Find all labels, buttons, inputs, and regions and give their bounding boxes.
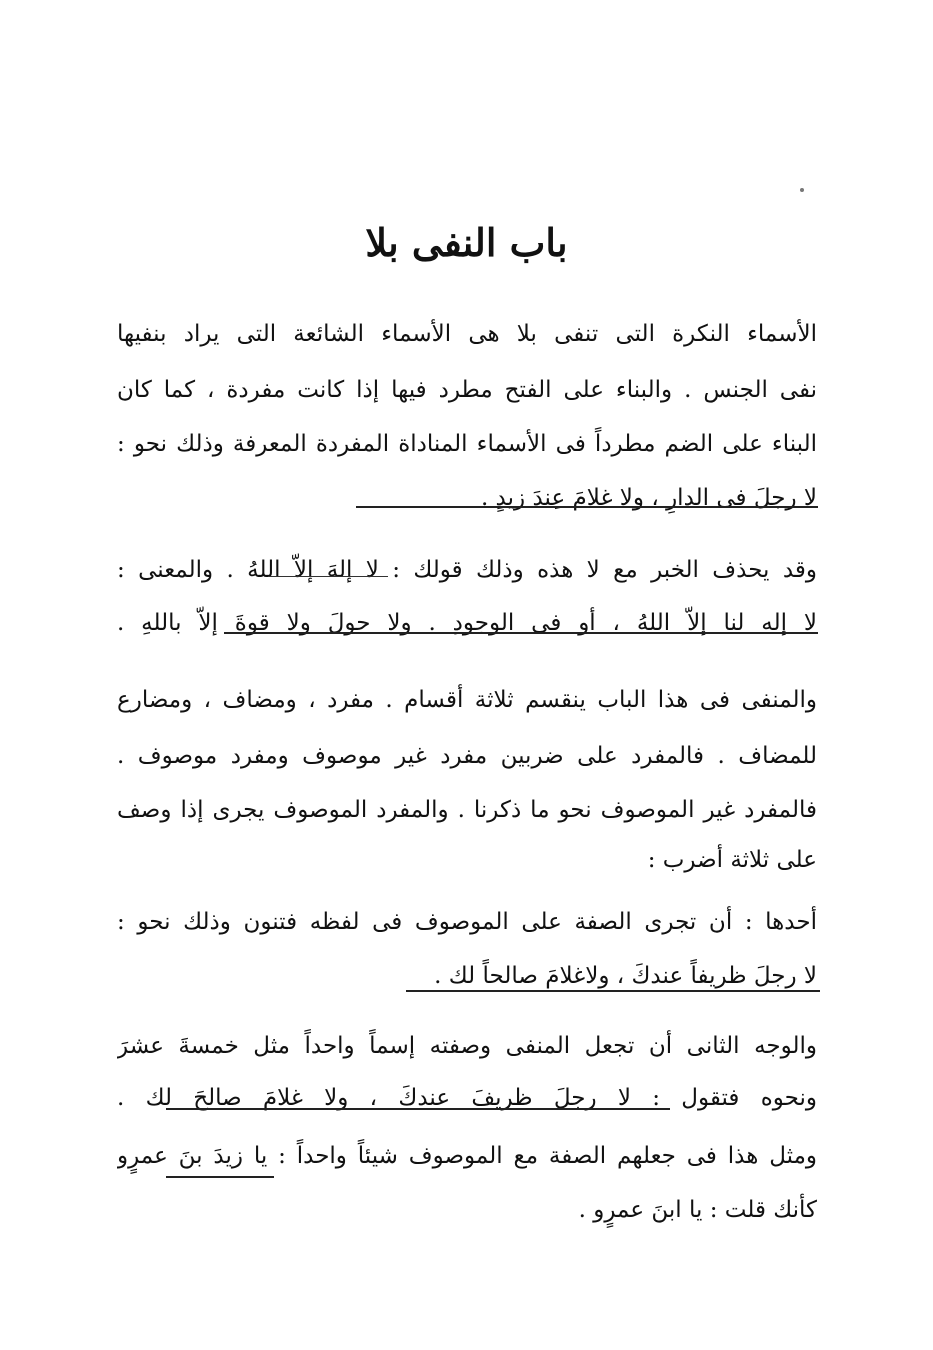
paragraph-2-line-2: لا إله لنا إلاّ اللهُ ، أو فى الوجودِ . ولا حولَ ولا قوةَ إلاّ باللهِ .	[117, 610, 817, 636]
paragraph-5-line-4: كأنك قلت : يا ابنَ عمرٍو .	[578, 1197, 817, 1223]
paragraph-1-line-4: لا رجلَ فى الدارِ ، ولا غلامَ عِندَ زيدٍ .	[480, 485, 817, 511]
page-title: باب النفى بلا	[365, 220, 568, 265]
paragraph-2-line-1: وقد يحذف الخبر مع لا هذه وذلك قولك : لا إلهَ إلاّ اللهُ . والمعنى :	[117, 557, 817, 583]
underline-example-3	[406, 990, 820, 992]
scan-speck	[800, 188, 804, 192]
paragraph-4-line-1: أحدها : أن تجرى الصفة على الموصوف فى لفظه فتنون وذلك نحو :	[117, 909, 817, 935]
paragraph-1-line-3: البناء على الضم مطرداً فى الأسماء المناداة المفردة المعرفة وذلك نحو :	[117, 431, 817, 457]
paragraph-5-line-3: ومثل هذا فى جعلهم الصفة مع الموصوف شيئاً واحداً : يا زيدَ بنَ عمرٍو	[117, 1143, 817, 1169]
paragraph-4-line-2: لا رجلَ ظريفاً عندكَ ، ولاغلامَ صالحاً لك .	[434, 963, 817, 989]
paragraph-3-line-2: للمضاف . فالمفرد على ضربين مفرد غير موصوف ومفرد موصوف .	[117, 743, 817, 769]
overline-phrase	[268, 576, 388, 577]
paragraph-3-line-4: على ثلاثة أضرب :	[647, 847, 817, 873]
paragraph-1-line-1: الأسماء النكرة التى تنفى بلا هى الأسماء الشائعة التى يراد بنفيها	[117, 321, 817, 347]
underline-example-2	[224, 632, 818, 634]
underline-example-1	[356, 506, 818, 508]
paragraph-1-line-2: نفى الجنس . والبناء على الفتح مطرد فيها إذا كانت مفردة ، كما كان	[117, 377, 817, 403]
underline-example-4	[166, 1108, 670, 1110]
paragraph-3-line-3: فالمفرد غير الموصوف نحو ما ذكرنا . والمفرد الموصوف يجرى إذا وصف	[117, 797, 817, 823]
underline-example-5	[166, 1176, 274, 1178]
paragraph-5-line-2: ونحوه فتقول : لا رجلَ ظريفَ عندكَ ، ولا غلامَ صالحَ لك .	[117, 1085, 817, 1111]
paragraph-5-line-1: والوجه الثانى أن تجعل المنفى وصفته إسماً واحداً مثل خمسةَ عشرَ	[117, 1033, 817, 1059]
paragraph-3-line-1: والمنفى فى هذا الباب ينقسم ثلاثة أقسام . مفرد ، ومضاف ، ومضارع	[117, 687, 817, 713]
